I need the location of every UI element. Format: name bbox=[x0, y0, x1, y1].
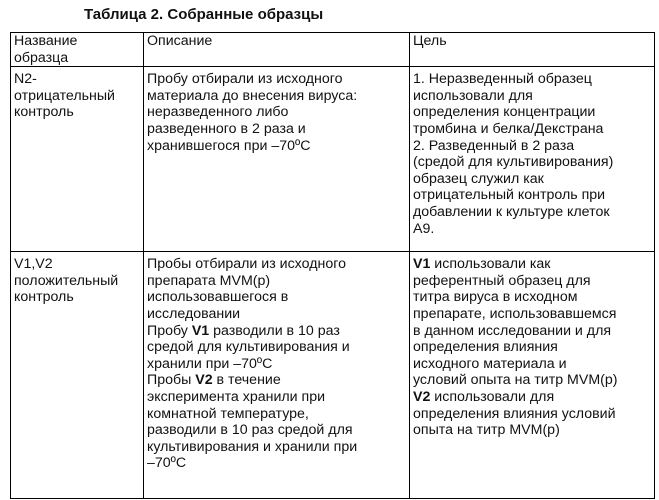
row2-purpose-line: препарате, использовавшемся bbox=[413, 305, 617, 322]
header-name-cell bbox=[11, 33, 144, 67]
row2-purpose-cell bbox=[410, 252, 655, 499]
sample-v2-label: V2 bbox=[413, 388, 431, 405]
text-fragment: Пробу bbox=[147, 322, 192, 339]
row2-purpose-line: в данном исследовании и для bbox=[413, 322, 612, 339]
text-fragment: использовали как bbox=[430, 256, 551, 273]
header-purpose-cell bbox=[410, 33, 655, 67]
row2-description-line bbox=[147, 323, 404, 340]
samples-table bbox=[10, 32, 655, 499]
row1-purpose-line: образец служил как bbox=[413, 170, 544, 187]
row1-purpose-line: определения концентрации bbox=[413, 104, 596, 121]
row1-purpose-line: 1. Неразведенный образец bbox=[413, 71, 592, 88]
row2-description-line: препарата MVM(p) bbox=[147, 272, 271, 289]
row1-purpose-line: 2. Разведенный в 2 раза bbox=[413, 137, 575, 154]
row2-description-line: –70ºС bbox=[147, 455, 187, 472]
text-fragment: в течение bbox=[212, 372, 281, 389]
row2-description-line: средой для культивирования и bbox=[147, 339, 350, 356]
header-description: Описание bbox=[147, 33, 213, 49]
sample-v1-label: V1 bbox=[191, 322, 210, 339]
row1-description-line: неразведенного либо bbox=[147, 104, 289, 121]
row2-description-line bbox=[147, 372, 404, 389]
text-fragment: использовали для bbox=[430, 388, 555, 405]
row2-description-line: исследовании bbox=[147, 305, 241, 322]
table-caption: Таблица 2. Собранные образцы bbox=[84, 6, 324, 23]
row2-name-line: положительный bbox=[14, 272, 119, 289]
row1-description-line: разведенного в 2 раза и bbox=[147, 120, 306, 137]
row2-description-line: использовавшегося в bbox=[147, 289, 289, 306]
sample-v1-label: V1 bbox=[413, 256, 431, 273]
row2-purpose-line bbox=[413, 389, 649, 406]
row2-description-line: Пробы отбирали из исходного bbox=[147, 256, 346, 273]
row2-name-line: V1,V2 bbox=[14, 256, 53, 273]
row1-name-line: N2- bbox=[14, 71, 37, 88]
table-header-row bbox=[11, 33, 655, 67]
row1-name-line: отрицательный bbox=[14, 87, 115, 104]
header-purpose: Цель bbox=[413, 33, 447, 49]
row1-name-line: контроль bbox=[14, 104, 74, 121]
text-fragment: разводили в 10 раз bbox=[209, 322, 340, 339]
row2-purpose-line: определения влияния условий bbox=[413, 405, 616, 422]
row1-description-cell bbox=[144, 67, 410, 252]
row2-purpose-line: титра вируса в исходном bbox=[413, 289, 578, 306]
row2-description-line: эксперимента хранили при bbox=[147, 388, 326, 405]
row1-purpose-line: добавлении к культуре клеток bbox=[413, 203, 610, 220]
row2-purpose-line bbox=[413, 256, 649, 273]
row1-purpose-line: (средой для культивирования) bbox=[413, 154, 614, 171]
header-name-line-1: Название bbox=[14, 33, 78, 49]
row2-description-line: разводили в 10 раз средой для bbox=[147, 422, 353, 439]
header-description-cell bbox=[144, 33, 410, 67]
row2-purpose-line: опыта на титр MVM(p) bbox=[413, 422, 560, 439]
row2-description-cell bbox=[144, 252, 410, 499]
sample-v2-label: V2 bbox=[195, 372, 213, 389]
text-fragment: Пробы bbox=[147, 372, 196, 389]
row1-name-cell bbox=[11, 67, 144, 252]
row1-purpose-cell bbox=[410, 67, 655, 252]
table-row-n2 bbox=[11, 67, 655, 252]
row2-description-line: комнатной температуре, bbox=[147, 405, 309, 422]
row1-description-line: хранившегося при –70ºС bbox=[147, 137, 311, 154]
header-name-line-2: образца bbox=[14, 49, 69, 66]
row2-name-line: контроль bbox=[14, 289, 74, 306]
row2-description-line: культивирования и хранили при bbox=[147, 438, 358, 455]
row1-purpose-line: отрицательный контроль при bbox=[413, 187, 606, 204]
row1-purpose-line: тромбина и белка/Декстрана bbox=[413, 120, 604, 137]
row2-purpose-line: референтный образец для bbox=[413, 272, 591, 289]
row2-purpose-line: определения влияния bbox=[413, 339, 558, 356]
row1-description-line: материала до внесения вируса: bbox=[147, 87, 358, 104]
row2-name-cell bbox=[11, 252, 144, 499]
row1-purpose-line: А9. bbox=[413, 220, 435, 237]
row2-purpose-line: исходного материала и bbox=[413, 355, 567, 372]
table-row-v1-v2 bbox=[11, 252, 655, 499]
row1-description-line: Пробу отбирали из исходного bbox=[147, 71, 343, 88]
row2-description-line: хранили при –70ºС bbox=[147, 355, 273, 372]
row1-purpose-line: использовали для bbox=[413, 87, 533, 104]
row2-purpose-line: условий опыта на титр MVM(p) bbox=[413, 372, 618, 389]
